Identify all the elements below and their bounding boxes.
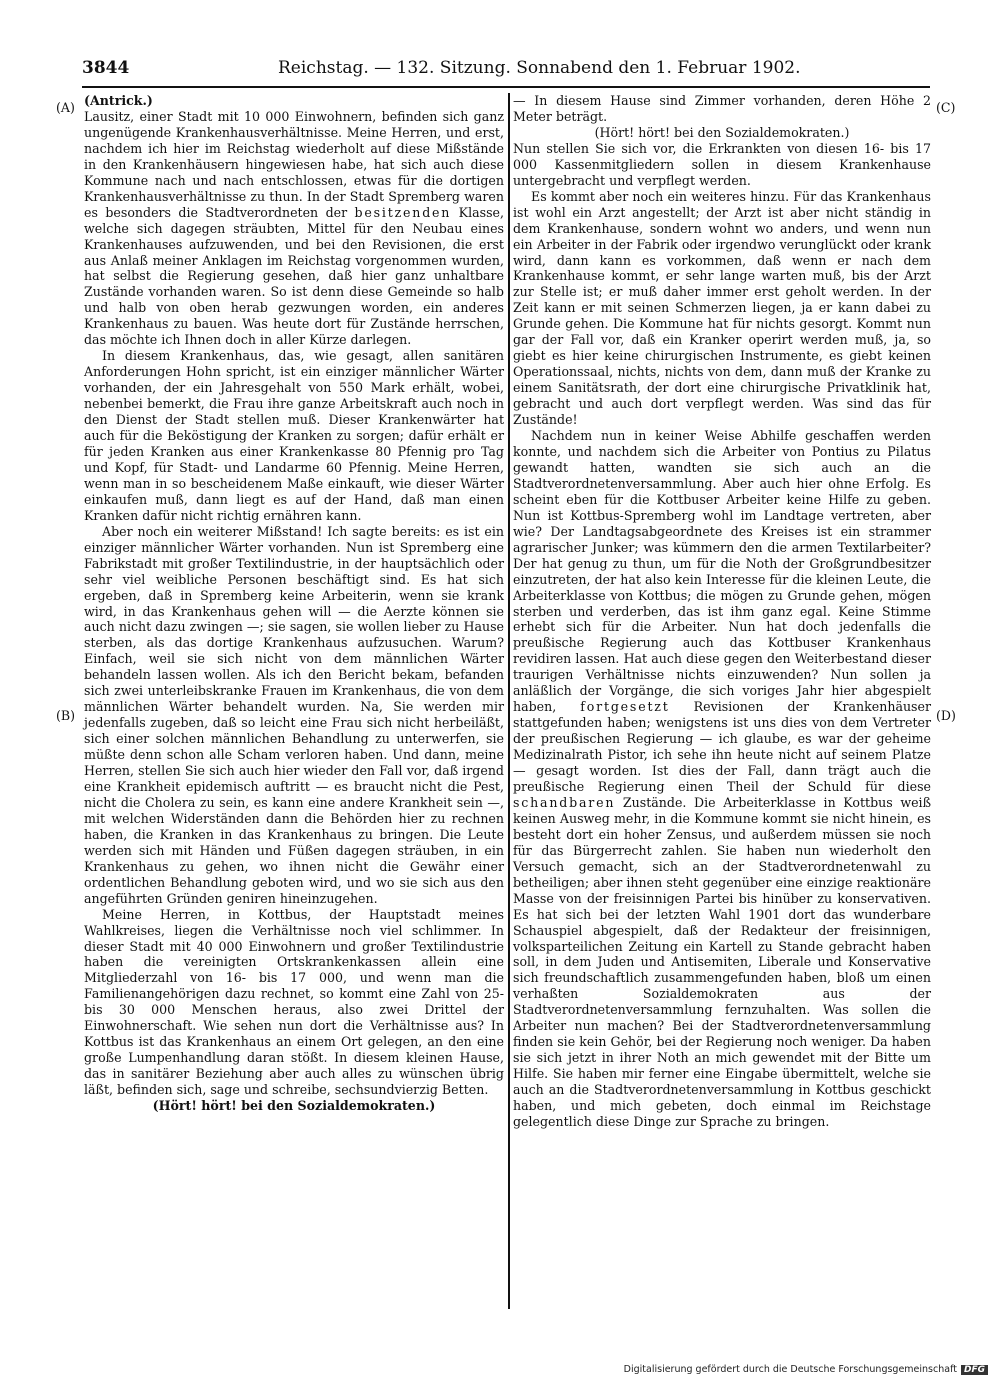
page-number: 3844	[82, 58, 130, 78]
right-column	[513, 93, 931, 1130]
dfg-logo: DFG	[961, 1365, 988, 1375]
interjection: (Hört! hört! bei den Sozialdemokraten.)	[152, 1098, 436, 1114]
emphasis: besitzenden	[354, 204, 452, 220]
footer-credit	[624, 1364, 988, 1375]
paragraph: Lausitz, einer Stadt mit 10 000 Einwohnern, befinden sich ganz ungenügende Krankenhausverhältnisse. Meine Herren, und erst, nachdem ich hier im Reichstag wiederholt auf diese Mißstände in den Krankenhäusern hingewiesen habe, hat sich auch diese Kommune nach und nach entschlossen, etwas für die dortigen Krankenhausverhältnisse zu thun. In der Stadt Spremberg waren es besonders die Stadtverordneten der besitzenden Klasse, welche sich dagegen sträubten, Mittel für den Neubau eines Krankenhauses aufzuwenden, und bei den Revisionen, die erst aus Anlaß meiner Anklagen im Reichstag vorgenommen wurden, hat selbst die Regierung gesehen, daß hier ganz unhaltbare Zustände vorhanden waren. So ist denn diese Gemeinde so halb und halb von oben herab gezwungen worden, ein anderes Krankenhaus zu bauen. Was heute dort für Zustände herrschen, das möchte ich Ihnen doch in aller Kürze darlegen.	[84, 108, 504, 348]
paragraph: Nachdem nun in keiner Weise Abhilfe geschaffen werden konnte, und nachdem sich die Arbeiter von Pontius zu Pilatus gewandt hatten, wandten sie sich auch an die Stadtverordnetenversammlung. Aber auch hier ohne Erfolg. Es scheint eben für die Kottbuser Arbeiter keine Hilfe zu geben. Nun ist Kottbus-Spremberg wohl im Landtage vertreten, aber wie? Der Landtagsabgeordnete des Kreises ist ein strammer agrarischer Junker; was kümmern den die armen Textilarbeiter? Der hat genug zu thun, um für die Noth der Großgrundbesitzer einzutreten, der hat also kein Interesse für die kleinen Leute, die Arbeiterklasse von Kottbus; die mögen zu Grunde gehen, mögen sterben und verderben, das ist ihm ganz egal. Keine Stimme erhebt sich für die Arbeiter. Nun hat doch jedenfalls die preußische Regierung auch das Kottbuser Krankenhaus revidiren lassen. Hat auch diese gegen den Weiterbestand dieser traurigen Verhältnisse nichts einzuwenden? Nun sollen ja anläßlich der Vorgänge, die sich voriges Jahr hier abgespielt haben, fortgesetzt Revisionen der Krankenhäuser stattgefunden haben; wenigstens ist uns dies von dem Vertreter der preußischen Regierung — ich glaube, es war der geheime Medizinalrath Pistor, ich sehe ihn heute nicht auf seinem Platze — gesagt worden. Ist dies der Fall, dann trägt auch die preußische Regierung einen Theil der Schuld für diese schandbaren Zustände. Die Arbeiterklasse in Kottbus weiß keinen Ausweg mehr, in die Kommune kommt sie nicht hinein, es besteht dort ein hoher Zensus, und außerdem müssen sie noch für das Bürgerrecht zahlen. Sie haben nun wiederholt den Versuch gemacht, sich an der Stadtverordnetenwahl zu betheiligen; aber ihnen steht gegenüber eine einzige reaktionäre Masse von der freisinnigen Partei bis hinüber zu konservativen. Es hat sich bei der letzten Wahl 1901 dort das wunderbare Schauspiel abgespielt, daß der Redakteur der freisinnigen, volksparteilichen Zeitung ein Kartell zu Stande gebracht haben soll, in dem Juden und Antisemiten, Liberale und Konservative sich freundschaftlich zusammengefunden haben, bloß um einen verhaßten Sozialdemokraten aus der Stadtverordnetenversammlung fernzuhalten. Was sollen die Arbeiter nun machen? Bei der Stadtverordnetenversammlung finden sie kein Gehör, bei der Regierung noch weniger. Da haben sie sich jetzt in ihrer Noth an mich gewendet mit der Bitte um Hilfe. Sie haben mir ferner eine Eingabe übermittelt, welche sie auch an die Stadtverordnetenversammlung in Kottbus geschickt haben, und mich gebeten, doch einmal im Reichstage gelegentlich diese Dinge zur Sprache zu bringen.	[513, 428, 931, 1129]
margin-letter-a: (A)	[56, 100, 75, 115]
running-title: Reichstag. — 132. Sitzung. Sonnabend den 1. Februar 1902.	[278, 58, 801, 78]
paragraph: In diesem Krankenhaus, das, wie gesagt, allen sanitären Anforderungen Hohn spricht, ist ein einziger männlicher Wärter vorhanden, der ein Jahresgehalt von 550 Mark erhält, wobei, nebenbei bemerkt, die Frau ihre ganze Arbeitskraft auch noch in den Dienst der Stadt stellen muß. Dieser Krankenwärter hat auch für die Beköstigung der Kranken zu sorgen; dafür erhält er für jeden Kranken aus einer Krankenkasse 80 Pfennig pro Tag und Kopf, für Stadt- und Landarme 60 Pfennig. Meine Herren, wenn man in so bescheidenem Maße einkauft, wie dieser Wärter einkaufen muß, dann liegt es auf der Hand, daß man einen Kranken dafür nicht richtig ernähren kann.	[84, 348, 504, 523]
paragraph: Aber noch ein weiterer Mißstand! Ich sagte bereits: es ist ein einziger männlicher Wärter vorhanden. Nun ist Spremberg eine Fabrikstadt mit großer Textilindustrie, in der hauptsächlich oder sehr viel weibliche Personen beschäftigt sind. Es hat sich ergeben, daß in Spremberg keine Arbeiterin, wenn sie krank wird, in das Krankenhaus gehen will — die Aerzte können sie auch nicht dazu zwingen —; sie sagen, sie wollen lieber zu Hause sterben, als das dortige Krankenhaus aufzusuchen. Warum? Einfach, weil sie sich nicht von dem männlichen Wärter behandeln lassen wollen. Als ich den Bericht bekam, befanden sich zwei unterleibskranke Frauen im Krankenhaus, die von dem männlichen Wärter behandelt wurden. Na, Sie werden mir jedenfalls zugeben, daß so leicht eine Frau sich nicht herbeiläßt, sich einer solchen männlichen Behandlung zu unterwerfen, sie müßte denn schon alle Scham verloren haben. Und dann, meine Herren, stellen Sie sich auch hier wieder den Fall vor, daß irgend eine Krankheit epidemisch auftritt — es braucht nicht die Pest, nicht die Cholera zu sein, es kann eine andere Krankheit sein —, mit welchen Widerständen dann die Behörden hier zu rechnen haben, die Kranken in das Krankenhaus zu bringen. Die Leute werden sich mit Händen und Füßen dagegen sträuben, in ein Krankenhaus zu gehen, wo ihnen nicht die Gewähr einer ordentlichen Behandlung geboten wird, und wo sie sich aus den angeführten Gründen geniren hineinzugehen.	[84, 523, 504, 906]
footer-text: Digitalisierung gefördert durch die Deutsche Forschungsgemeinschaft	[623, 1364, 957, 1375]
paragraph: Nun stellen Sie sich vor, die Erkrankten von diesen 16- bis 17 000 Kassenmitgliedern sollen in diesem Krankenhause untergebracht und verpflegt werden.	[513, 140, 931, 188]
paragraph: Meine Herren, in Kottbus, der Hauptstadt meines Wahlkreises, liegen die Verhältnisse noch viel schlimmer. In dieser Stadt mit 40 000 Einwohnern und großer Textilindustrie haben die vereinigten Ortskrankenkassen allein eine Mitgliederzahl von 16- bis 17 000, und wenn man die Familienangehörigen dazu rechnet, so kommt eine Zahl von 25- bis 30 000 Menschen heraus, also zwei Drittel der Einwohnerschaft. Wie sehen nun dort die Verhältnisse aus? In Kottbus ist das Krankenhaus an einem Ort gelegen, an den eine große Lumpenhandlung daran stößt. In diesem kleinen Hause, das in sanitärer Beziehung aber auch alles zu wünschen übrig läßt, befinden sich, sage und schreibe, sechsundvierzig Betten.	[84, 906, 504, 1098]
speaker-label: (Antrick.)	[84, 93, 153, 108]
emphasis: fortgesetzt	[580, 699, 670, 715]
margin-letter-c: (C)	[936, 100, 956, 115]
left-column	[84, 93, 504, 1114]
margin-letter-d: (D)	[936, 708, 956, 723]
margin-letter-b: (B)	[56, 708, 76, 723]
running-header	[82, 56, 930, 88]
column-divider	[508, 93, 510, 1309]
emphasis: schandbaren	[513, 794, 616, 810]
paragraph: — In diesem Hause sind Zimmer vorhanden, deren Höhe 2 Meter beträgt.	[513, 93, 931, 124]
interjection: (Hört! hört! bei den Sozialdemokraten.)	[594, 124, 850, 140]
paragraph: Es kommt aber noch ein weiteres hinzu. Für das Krankenhaus ist wohl ein Arzt angestellt; der Arzt ist aber nicht ständig in dem Krankenhause, sondern wohnt wo anders, und wenn nun ein Arbeiter in der Fabrik oder irgendwo verunglückt oder krank wird, dann kann es vorkommen, daß wenn er nach dem Krankenhause kommt, er sehr lange warten muß, bis der Arzt zur Stelle ist; er muß daher immer erst geholt werden. In der Zeit kann er mit seinen Schmerzen liegen, ja er kann dabei zu Grunde gehen. Die Kommune hat für nichts gesorgt. Kommt nun gar der Fall vor, daß ein Kranker operirt werden muß, ja, so giebt es hier keine chirurgischen Instrumente, es giebt keinen Operationssaal, nichts, nichts von dem, dann muß der Kranke zu einem Sanitätsrath, der dort eine chirurgische Privatklinik hat, gebracht und auch dort verpflegt werden. Was sind das für Zustände!	[513, 188, 931, 428]
